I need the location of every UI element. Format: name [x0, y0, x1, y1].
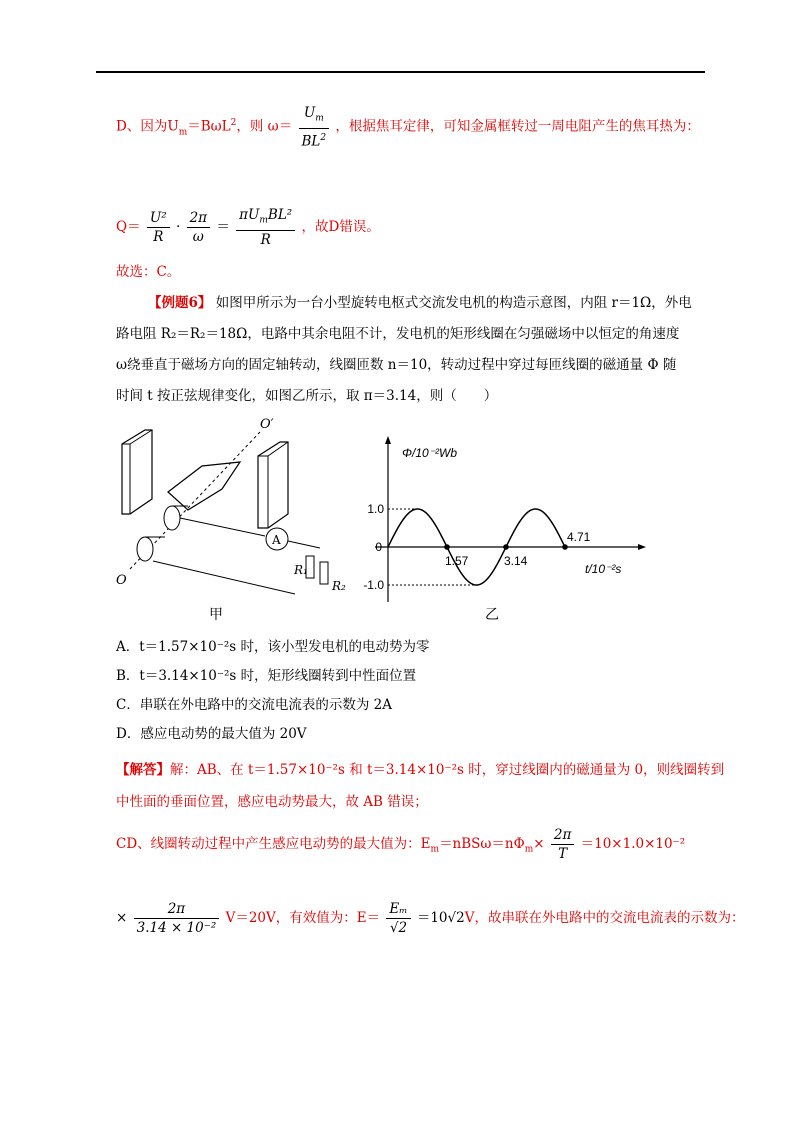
y-tick-label: -1.0: [363, 578, 384, 592]
omega-fraction: $\frac{U_m}{BL^2}$: [299, 104, 330, 150]
answer-line-2: 中性面的垂面位置，感应电动势最大，故 AB 错误；: [116, 794, 428, 810]
zero-crossing-point: [562, 544, 568, 550]
d-statement-line: D、因为$U_m=B\omega L^2$，则 ω＝ $\frac{U_m}{BL^2}$ ，根据焦耳定律，可知金属框转过一周电阻产生的焦耳热为：: [116, 105, 700, 150]
figure-label-left: 甲: [209, 607, 223, 623]
option-a: A．t＝1.57×10⁻²s 时，该小型发电机的电动势为零: [116, 639, 430, 655]
answer-line-4: × $\frac{2\pi}{\text{3.14 × 10⁻²}}$ V＝20V，有效值为：E＝ $\frac{\text{Eₘ}}{√2}$ ＝10√2V，故串联在外电路中的交流电流表的示数为：: [116, 901, 745, 936]
header-rule: [96, 71, 705, 73]
svg-text:A: A: [272, 533, 281, 547]
x-tick-label: 1.57: [445, 554, 469, 568]
example-line-3: ω绕垂直于磁场方向的固定轴转动，线圈匝数 n＝10，转动过程中穿过每匝线圈的磁通量 Φ 随: [116, 357, 677, 373]
y-axis-label: Φ/10⁻²Wb: [402, 446, 458, 460]
zero-crossing-point: [503, 544, 509, 550]
example-line-4: 时间 t 按正弦规律变化，如图乙所示，取 π＝3.14，则（ ）: [116, 388, 498, 404]
option-c: C．串联在外电路中的交流电流表的示数为 2A: [116, 697, 392, 713]
example-line-2: 路电阻 R₂＝R₂＝18Ω，电路中其余电阻不计，发电机的矩形线圈在匀强磁场中以恒定的角速度: [116, 326, 680, 342]
x-tick-label: 3.14: [504, 554, 528, 568]
option-b: B．t＝3.14×10⁻²s 时，矩形线圈转到中性面位置: [116, 668, 417, 684]
y-tick-label: 1.0: [367, 502, 384, 516]
answer-line-1: 【解答】解：AB、在 t＝1.57×10⁻²s 和 t＝3.14×10⁻²s 时，穿过线圈内的磁通量为 0，则线圈转到: [116, 762, 725, 778]
svg-text:R₂: R₂: [332, 579, 346, 593]
zero-crossing-point: [444, 544, 450, 550]
option-d: D．感应电动势的最大值为 20V: [116, 726, 307, 742]
x-axis-label: t/10⁻²s: [585, 562, 622, 576]
y-tick-label: 0: [375, 540, 382, 554]
flux-chart: [363, 432, 660, 607]
choice-line: 故选：C。: [116, 264, 181, 280]
figure-label-right: 乙: [485, 607, 499, 623]
x-tick-label: 4.71: [567, 530, 591, 544]
svg-text:O′: O′: [260, 417, 274, 432]
generator-diagram: [110, 414, 370, 624]
svg-text:R₁: R₁: [294, 563, 308, 577]
q-formula-line: Q＝ $\frac{\text{U²}}{R}$ · $\frac{2\pi}{\omega}$ ＝ $\frac{\pi U_mBL^2}{R}$ ，故D错误。: [116, 207, 380, 248]
answer-line-3: CD、线圈转动过程中产生感应电动势的最大值为：$E_m=nBS\omega=n\Phi_m\times$ $\frac{2\pi}{T}$ ＝10×1.0×10⁻²: [116, 827, 686, 862]
svg-text:O: O: [116, 573, 127, 588]
example-line-1: 【例题6】 如图甲所示为一台小型旋转电枢式交流发电机的构造示意图，内阻 r＝1Ω，外电: [148, 295, 692, 311]
